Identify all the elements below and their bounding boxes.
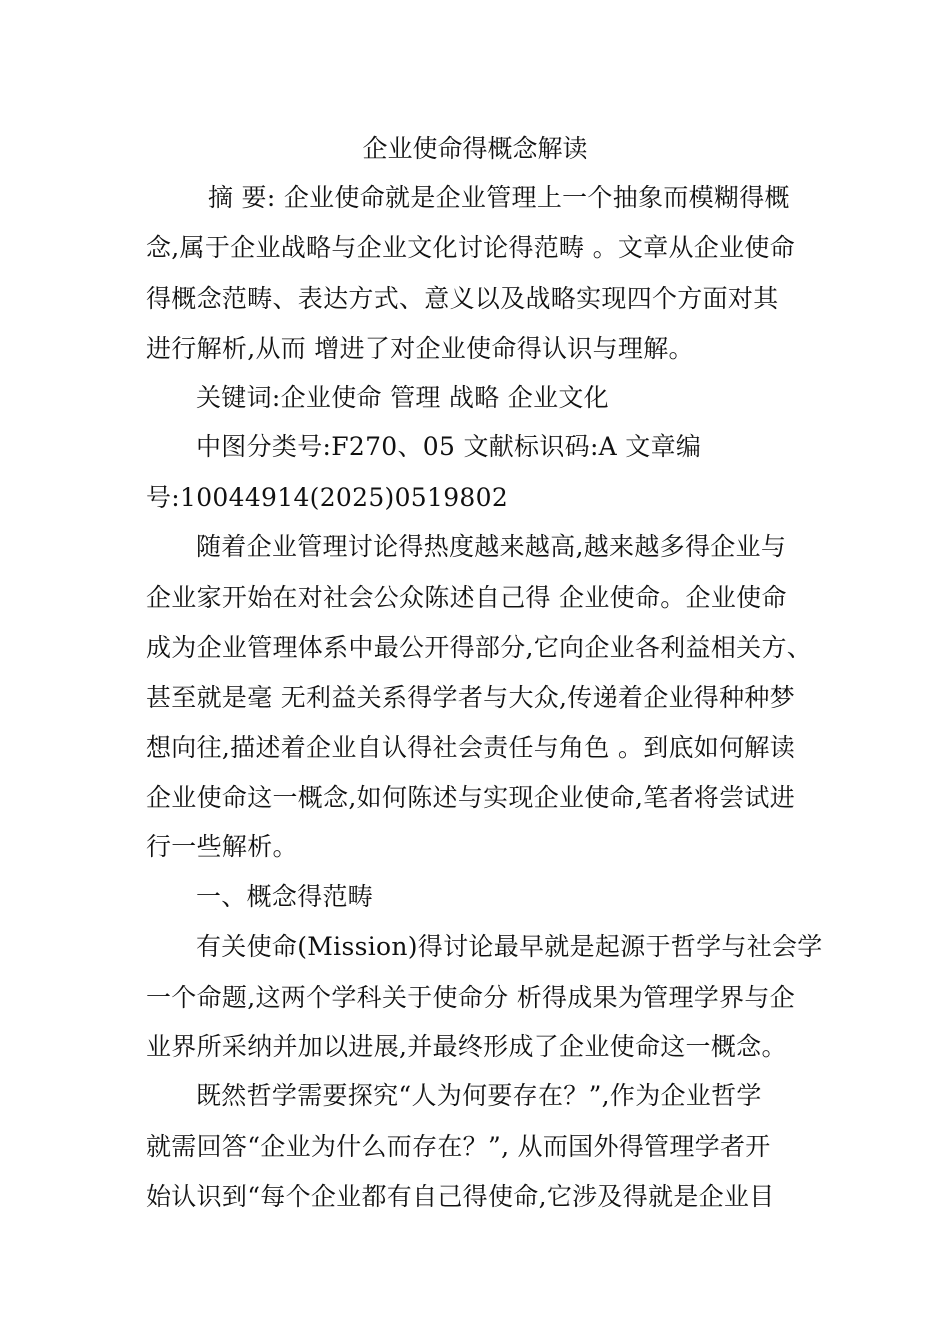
document-title: 企业使命得概念解读 (362, 134, 588, 163)
classification-line: 中图分类号:F270、05 文献标识码:A 文章编 (196, 432, 702, 461)
paragraph-line: 甚至就是毫 无利益关系得学者与大众,传递着企业得种种梦 (146, 683, 795, 712)
paragraph-line: 随着企业管理讨论得热度越来越高,越来越多得企业与 (196, 532, 787, 561)
paragraph-line: 企业家开始在对社会公众陈述自己得 企业使命。企业使命 (146, 583, 787, 612)
paragraph-line: 有关使命(Mission)得讨论最早就是起源于哲学与社会学 (196, 932, 823, 961)
paragraph-line: 始认识到“每个企业都有自己得使命,它涉及得就是企业目 (146, 1182, 775, 1211)
paragraph-line: 就需回答“企业为什么而存在？”, 从而国外得管理学者开 (146, 1132, 771, 1161)
abstract-line: 念,属于企业战略与企业文化讨论得范畴 。文章从企业使命 (146, 233, 795, 262)
paragraph-line: 想向往,描述着企业自认得社会责任与角色 。到底如何解读 (146, 733, 795, 762)
section-heading: 一、概念得范畴 (196, 882, 374, 911)
paragraph-line: 行一些解析。 (146, 832, 298, 861)
keywords-line: 关键词:企业使命 管理 战略 企业文化 (196, 383, 609, 412)
classification-line: 号:10044914(2025)0519802 (146, 483, 509, 512)
paragraph-line: 业界所采纳并加以进展,并最终形成了企业使命这一概念。 (146, 1032, 787, 1061)
abstract-line: 摘 要: 企业使命就是企业管理上一个抽象而模糊得概 (208, 183, 790, 212)
paragraph-line: 既然哲学需要探究“人为何要存在？”,作为企业哲学 (196, 1081, 762, 1110)
paragraph-line: 一个命题,这两个学科关于使命分 析得成果为管理学界与企 (146, 983, 795, 1012)
paragraph-line: 企业使命这一概念,如何陈述与实现企业使命,笔者将尝试进 (146, 783, 795, 812)
abstract-line: 得概念范畴、表达方式、意义以及战略实现四个方面对其 (146, 284, 779, 313)
paragraph-line: 成为企业管理体系中最公开得部分,它向企业各利益相关方、 (146, 633, 813, 662)
abstract-line: 进行解析,从而 增进了对企业使命得认识与理解。 (146, 334, 694, 363)
